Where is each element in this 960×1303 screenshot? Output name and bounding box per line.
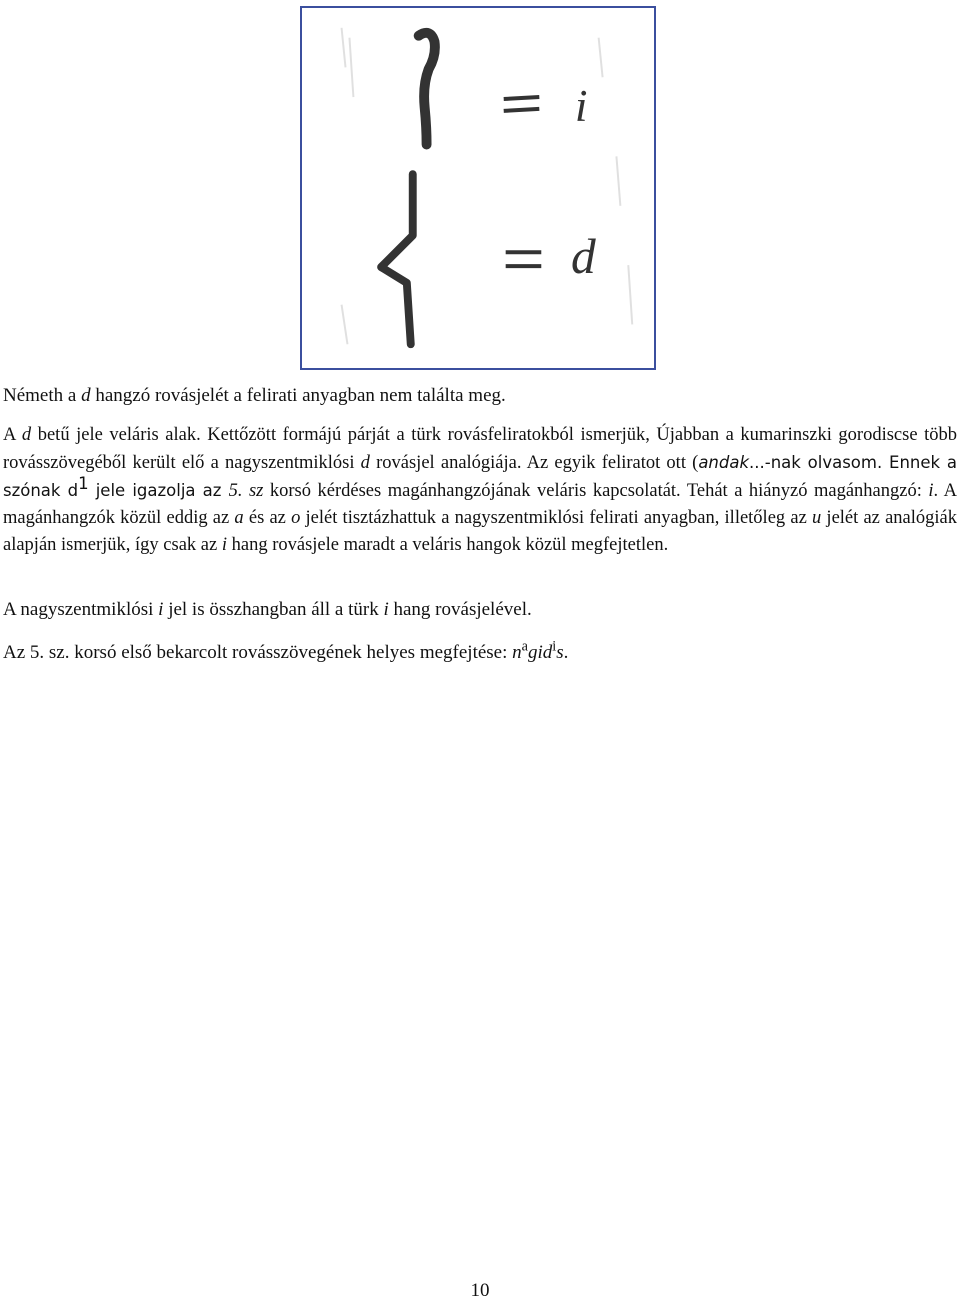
rune-i-glyph <box>419 33 435 145</box>
letter-d: d <box>570 229 596 285</box>
page-number: 10 <box>470 1280 490 1301</box>
paragraph-4: Az 5. sz. korsó első bekarcolt rovásszövegének helyes megfejtése: $n^agid^is$. <box>3 638 569 663</box>
rune-figure-drawing <box>302 8 654 368</box>
equals-sign-2 <box>506 252 542 266</box>
paragraph-3: A nagyszentmiklósi i jel is összhangban áll a türk i hang rovásjelével. <box>3 599 532 620</box>
letter-i: i <box>574 79 588 131</box>
rune-d-glyph <box>381 174 413 344</box>
paragraph-2: A d betű jele veláris alak. Kettőzött formájú párját a türk rovásfeliratokból ismerjük, Újabban a kumarinszki gorodiscse több rovásszövegéből került elő a nagyszentmiklósi d rovásjel analógiája. Az egyik feliratot ott (andak...-nak olvasom. Ennek a szónak $d^1$ jele igazolja az 5. sz korsó kérdéses magánhangzójának veláris kapcsolatát. Tehát a hiányzó magánhangzó: i. A magánhangzók közül eddig az a és az o jelét tisztázhattuk a nagyszentmiklósi felirati anyagban, illetőleg az u jelét az analógiák alapján ismerjük, így csak az i hang rovásjele maradt a veláris hangok közül megfejtetlen. <box>3 425 958 555</box>
equals-sign-1 <box>504 97 540 111</box>
rune-figure <box>300 6 656 370</box>
paragraph-1: Németh a d hangzó rovásjelét a felirati anyagban nem találta meg. <box>3 385 506 406</box>
